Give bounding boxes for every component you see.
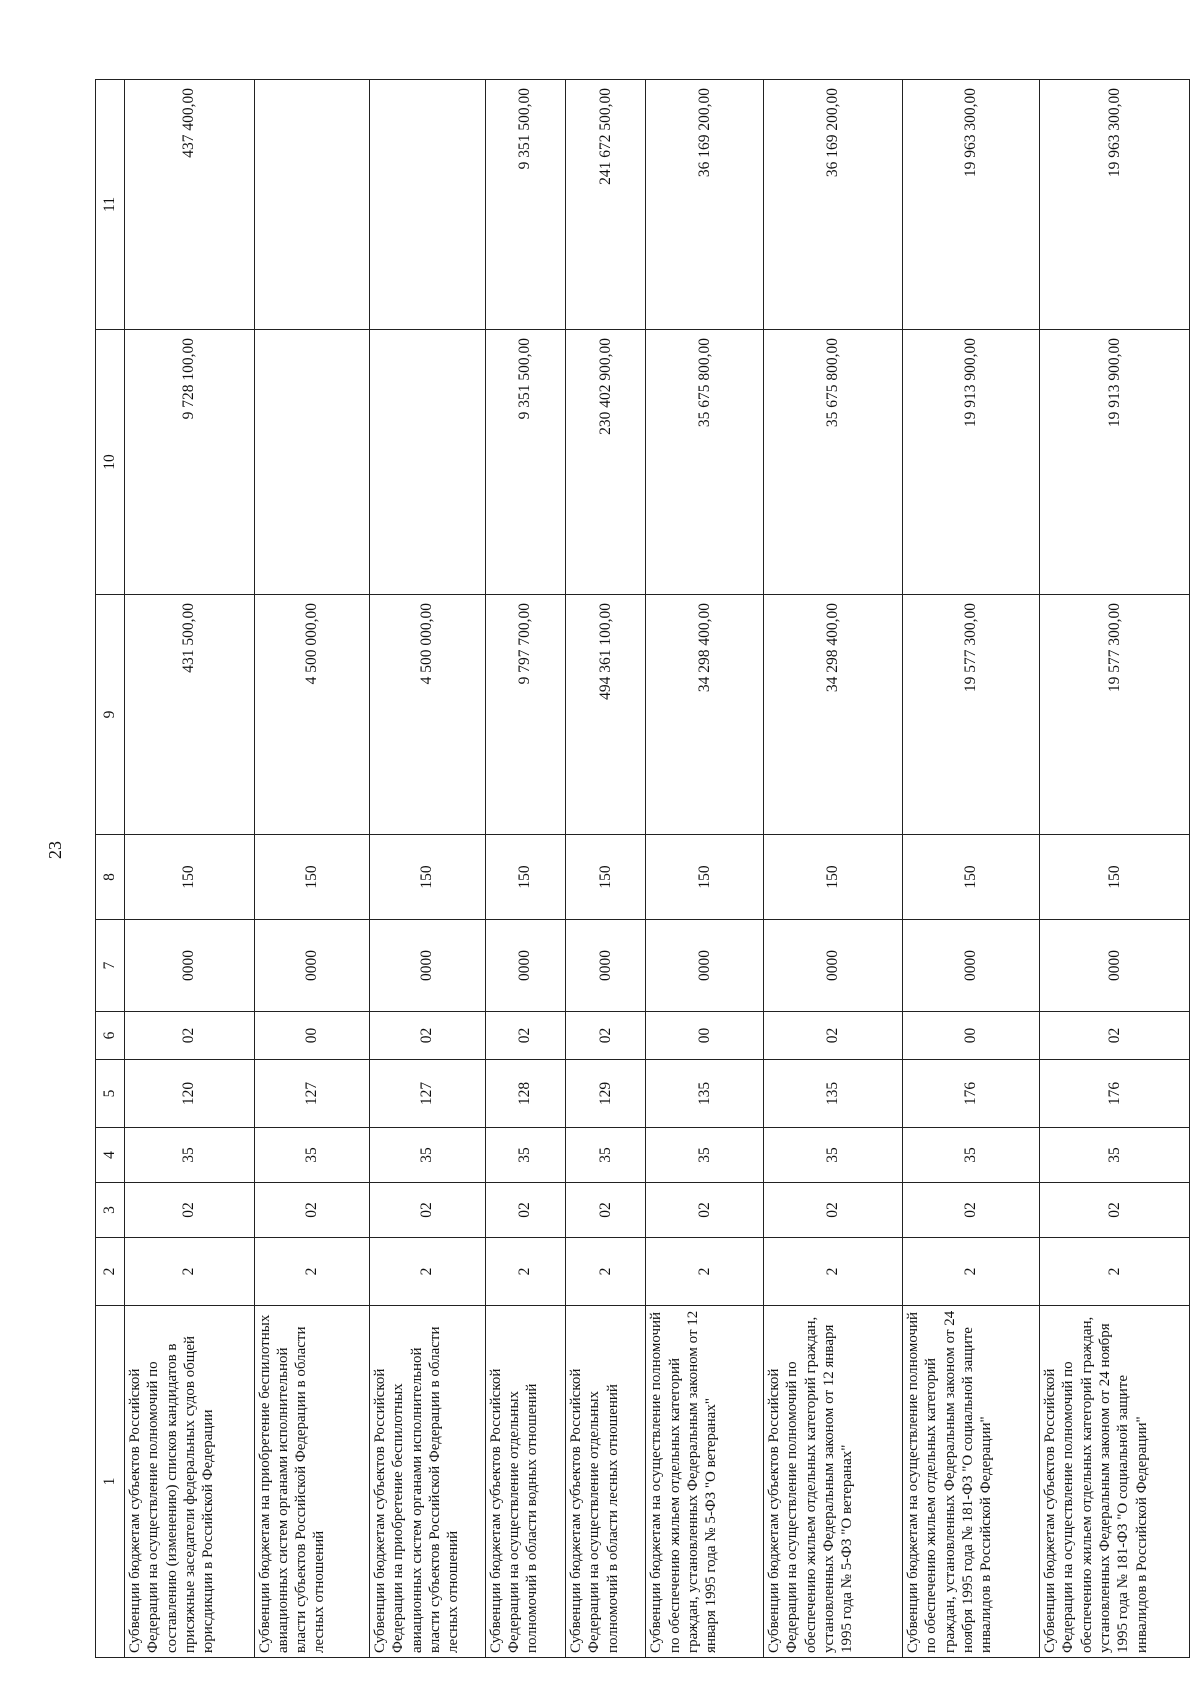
- header-cell: 1: [96, 1306, 125, 1658]
- code-cell: 02: [763, 1183, 902, 1238]
- code-cell: 35: [565, 1128, 645, 1183]
- code-cell: 0000: [1040, 920, 1190, 1012]
- amount-cell: [370, 80, 486, 330]
- amount-cell: 19 963 300,00: [1040, 80, 1190, 330]
- amount-cell: 36 169 200,00: [646, 80, 764, 330]
- amount-cell: 9 797 700,00: [485, 595, 565, 835]
- code-cell: 35: [763, 1128, 902, 1183]
- code-cell: 02: [125, 1183, 255, 1238]
- code-cell: 35: [485, 1128, 565, 1183]
- code-cell: 02: [485, 1183, 565, 1238]
- code-cell: 35: [125, 1128, 255, 1183]
- amount-cell: 36 169 200,00: [763, 80, 902, 330]
- code-cell: 00: [646, 1012, 764, 1060]
- code-cell: 150: [254, 835, 370, 920]
- table-row: [485, 80, 565, 1658]
- amount-cell: 9 728 100,00: [125, 330, 255, 595]
- code-cell: 0000: [125, 920, 255, 1012]
- code-cell: 0000: [370, 920, 486, 1012]
- header-cell: 11: [96, 80, 125, 330]
- amount-cell: 34 298 400,00: [646, 595, 764, 835]
- code-cell: 127: [370, 1060, 486, 1128]
- header-cell: 5: [96, 1060, 125, 1128]
- code-cell: 2: [763, 1238, 902, 1306]
- code-cell: 150: [485, 835, 565, 920]
- code-cell: 129: [565, 1060, 645, 1128]
- amount-cell: 494 361 100,00: [565, 595, 645, 835]
- code-cell: 150: [903, 835, 1040, 920]
- code-cell: 150: [125, 835, 255, 920]
- code-cell: 127: [254, 1060, 370, 1128]
- amount-cell: 19 913 900,00: [1040, 330, 1190, 595]
- header-cell: 7: [96, 920, 125, 1012]
- code-cell: 176: [1040, 1060, 1190, 1128]
- amount-cell: 19 577 300,00: [903, 595, 1040, 835]
- row-description: Субвенции бюджетам субъектов Российской Федерации на осуществление отдельных полномочий в области лесных отношений: [565, 1306, 645, 1658]
- amount-cell: [254, 80, 370, 330]
- code-cell: 35: [370, 1128, 486, 1183]
- code-cell: 02: [125, 1012, 255, 1060]
- code-cell: 02: [1040, 1012, 1190, 1060]
- row-description: Субвенции бюджетам на осуществление полномочий по обеспечению жильем отдельных категорий граждан, установленных Федеральным законом от 24 ноября 1995 года № 181-ФЗ "О социальной защите инвалидов в Российской Федерации": [903, 1306, 1040, 1658]
- amount-cell: 431 500,00: [125, 595, 255, 835]
- code-cell: 2: [565, 1238, 645, 1306]
- header-cell: 6: [96, 1012, 125, 1060]
- amount-cell: [254, 330, 370, 595]
- code-cell: 02: [565, 1012, 645, 1060]
- header-cell: 4: [96, 1128, 125, 1183]
- code-cell: 35: [646, 1128, 764, 1183]
- header-cell: 2: [96, 1238, 125, 1306]
- amount-cell: 34 298 400,00: [763, 595, 902, 835]
- code-cell: 2: [1040, 1238, 1190, 1306]
- code-cell: 02: [370, 1183, 486, 1238]
- code-cell: 2: [125, 1238, 255, 1306]
- code-cell: 0000: [646, 920, 764, 1012]
- row-description: Субвенции бюджетам на осуществление полномочий по обеспечению жильем отдельных категорий граждан, установленных Федеральным законом от 12 января 1995 года № 5-ФЗ "О ветеранах": [646, 1306, 764, 1658]
- code-cell: 120: [125, 1060, 255, 1128]
- code-cell: 150: [1040, 835, 1190, 920]
- code-cell: 35: [903, 1128, 1040, 1183]
- amount-cell: 241 672 500,00: [565, 80, 645, 330]
- table-row: [370, 80, 486, 1658]
- code-cell: 02: [370, 1012, 486, 1060]
- code-cell: 02: [903, 1183, 1040, 1238]
- table-row: [763, 80, 902, 1658]
- code-cell: 135: [763, 1060, 902, 1128]
- code-cell: 00: [254, 1012, 370, 1060]
- code-cell: 135: [646, 1060, 764, 1128]
- subvention-table: [95, 79, 1190, 1658]
- code-cell: 176: [903, 1060, 1040, 1128]
- code-cell: 0000: [565, 920, 645, 1012]
- amount-cell: 35 675 800,00: [763, 330, 902, 595]
- code-cell: 2: [646, 1238, 764, 1306]
- table-row: [254, 80, 370, 1658]
- code-cell: 02: [565, 1183, 645, 1238]
- amount-cell: 4 500 000,00: [370, 595, 486, 835]
- row-description: Субвенции бюджетам субъектов Российской Федерации на приобретение беспилотных авиационных систем органами исполнительной власти субъектов Российской Федерации в области лесных отношений: [370, 1306, 486, 1658]
- code-cell: 35: [1040, 1128, 1190, 1183]
- code-cell: 0000: [763, 920, 902, 1012]
- code-cell: 0000: [485, 920, 565, 1012]
- amount-cell: 9 351 500,00: [485, 330, 565, 595]
- code-cell: 128: [485, 1060, 565, 1128]
- table-row: [565, 80, 645, 1658]
- code-cell: 02: [763, 1012, 902, 1060]
- code-cell: 150: [565, 835, 645, 920]
- header-cell: 8: [96, 835, 125, 920]
- code-cell: 2: [370, 1238, 486, 1306]
- amount-cell: 230 402 900,00: [565, 330, 645, 595]
- table-row: [125, 80, 255, 1658]
- amount-cell: 4 500 000,00: [254, 595, 370, 835]
- amount-cell: 437 400,00: [125, 80, 255, 330]
- header-row: [96, 80, 125, 1658]
- row-description: Субвенции бюджетам на приобретение беспилотных авиационных систем органами исполнительной власти субъектов Российской Федерации в области лесных отношений: [254, 1306, 370, 1658]
- code-cell: 0000: [254, 920, 370, 1012]
- header-cell: 3: [96, 1183, 125, 1238]
- code-cell: 2: [903, 1238, 1040, 1306]
- row-description: Субвенции бюджетам субъектов Российской Федерации на осуществление полномочий по составлению (изменению) списков кандидатов в присяжные заседатели федеральных судов общей юрисдикции в Российской Федерации: [125, 1306, 255, 1658]
- table-row: [903, 80, 1040, 1658]
- code-cell: 0000: [903, 920, 1040, 1012]
- code-cell: 2: [485, 1238, 565, 1306]
- row-description: Субвенции бюджетам субъектов Российской Федерации на осуществление полномочий по обеспечению жильем отдельных категорий граждан, установленных Федеральным законом от 24 ноября 1995 года № 181-ФЗ "О социальной защите инвалидов в Российской Федерации": [1040, 1306, 1190, 1658]
- code-cell: 150: [646, 835, 764, 920]
- code-cell: 150: [763, 835, 902, 920]
- header-cell: 9: [96, 595, 125, 835]
- code-cell: 02: [254, 1183, 370, 1238]
- amount-cell: [370, 330, 486, 595]
- code-cell: 150: [370, 835, 486, 920]
- rotated-page: [95, 80, 1190, 1658]
- table-row: [1040, 80, 1190, 1658]
- rotated-content: [95, 80, 1190, 1658]
- code-cell: 00: [903, 1012, 1040, 1060]
- code-cell: 02: [646, 1183, 764, 1238]
- amount-cell: 9 351 500,00: [485, 80, 565, 330]
- code-cell: 02: [1040, 1183, 1190, 1238]
- amount-cell: 19 913 900,00: [903, 330, 1040, 595]
- code-cell: 35: [254, 1128, 370, 1183]
- code-cell: 02: [485, 1012, 565, 1060]
- code-cell: 2: [254, 1238, 370, 1306]
- table-row: [646, 80, 764, 1658]
- header-cell: 10: [96, 330, 125, 595]
- row-description: Субвенции бюджетам субъектов Российской Федерации на осуществление полномочий по обеспечению жильем отдельных категорий граждан, установленных Федеральным законом от 12 января 1995 года № 5-ФЗ "О ветеранах": [763, 1306, 902, 1658]
- page-number: 23: [45, 841, 65, 859]
- row-description: Субвенции бюджетам субъектов Российской Федерации на осуществление отдельных полномочий в области водных отношений: [485, 1306, 565, 1658]
- amount-cell: 19 963 300,00: [903, 80, 1040, 330]
- amount-cell: 35 675 800,00: [646, 330, 764, 595]
- amount-cell: 19 577 300,00: [1040, 595, 1190, 835]
